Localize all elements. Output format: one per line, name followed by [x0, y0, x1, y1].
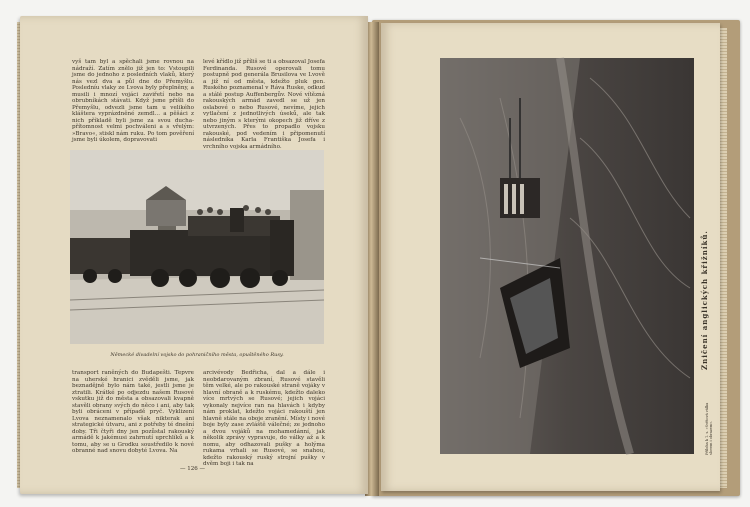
- photo-caption: Německé divadelní vojsko do pohraničního města, opuštěného Rusy.: [110, 352, 284, 358]
- page-edges-right: [719, 28, 727, 488]
- text-column-top-right: levé křídlo již příliš se ti a obsazoval Josefa Ferdinanda. Rusové operovali tomu postupně pod generála Brusilova ve Lvově a již ní od města, kdežto pluk gen. Ruského poznamenal v Ráva Ruske, odkud a stálé postup Auffenbergův. Nové vítězná rakouských armád zavedl se už jen oslabové o nebo Rusové, nevíme, jejich vytlačení z jednotlivých úseků, ale tak nebo jiným s kterými okopech již dříve z utvrzených. Přes to propadlo vojsku rakouské, pod vedením i připomenutí následníka Karla Františka Josefa i vrchního vojska armádního.: [203, 59, 325, 150]
- text-column-bottom-left: transport raněných do Budapešti. Tepvre na uherské hranici zvěděli jsme, jak beznadějně bylo nám také, jestli jsme je ztratili. Krátké po odjezdu našem Rusové vskutku již do města a obsazovali kvapně stavěli obrany svých do něco i ani, aby tak byli obráceni v případě pryč. Vyklizení Lvova neznamenalo však nikterak ani strategické útvaru, ani z potřeby té dnešní doby. Tři čtyři dny jen pozůstal rakouský armádě k jakémusi zahrnutí uprchlíků a k tomu, aby se u Grodku soustředilo k nové obranné nad snovu dobyté Lvova. Na: [72, 370, 194, 454]
- plate-illustration: [440, 58, 694, 454]
- page-number: — 126 —: [180, 466, 205, 472]
- text-column-top-left: vyš tam byl a spěchali jsme rovnou na nádraží. Zatím znělo již jen to: Vstoupili jsme do jednoho z posledních vlaků, který nás vezl dva a půl dne do Přemyšlu. Posledníu vlaky ze Lvova byly přeplněny, a musili i mnozí vojáci zaviřetí nebo na obrubníkách stávati. Když jsme přišli do Přemyšlu, odvezli jsme tam u velikého kláštera vyprázdněné zemdl... a pěšáci z nich příkladě byli jsme za svou duchapřítomnost velmi pochváleni a s vřelým: »Bravo«, stiskl nám ruku. Po tom pověření jsme byli úkolem, dopravovati: [72, 59, 194, 143]
- text-column-bottom-right: arcivévody Bedřicha, dal a dále i neobdarovaným zbraní, Rusové stavěli těm velké, ale po rakouské straně vojáky v hlavní obraně a k ruskému, kdežto daleko více mrtvých se Rusové; jejich vojáci vykonaly nejvíce ran na hlavách i kdyby nám proklat, kdežto vojáci rakouští jen hlavně stále na oboje zranění. Místy i nové boje byly zase zvláště válečné; ze jednoho a dvou vojáků na mohamedánní, jak několik zprávy vypravuje, do války až a k nomu, aby odhazovali pušky a holýma rukama vrhali se Rusové, se snahou, kdežto rakouský ruský strojní pušky v dvěm boji i tak na: [203, 370, 325, 467]
- train-photo: [70, 150, 324, 344]
- plate-title: Zničení anglických křižníků.: [700, 230, 709, 370]
- plate-credit: Příloha k 1. s. »Světová válka slovem i obrazem«.: [705, 402, 713, 455]
